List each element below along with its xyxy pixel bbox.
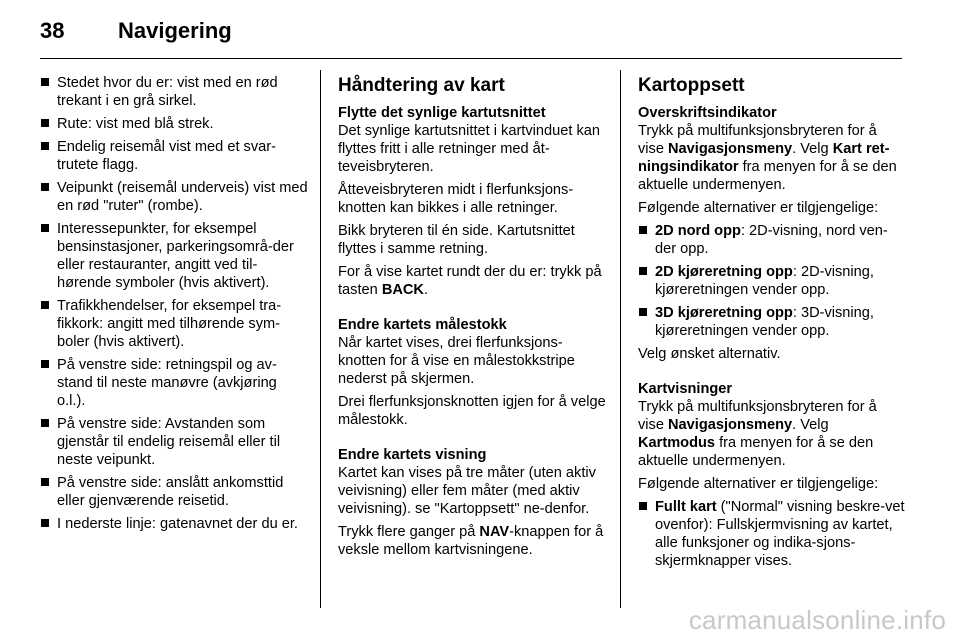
bullet-square-icon — [41, 224, 49, 232]
list-item: Stedet hvor du er: vist med en rød trekant i en grå sirkel. — [40, 74, 308, 110]
list-item: I nederste linje: gatenavnet der du er. — [40, 515, 308, 533]
paragraph: Det synlige kartutsnittet i kartvinduet kan flyttes fritt i alle retninger med åt-teveisbryteren. — [338, 123, 601, 175]
list-item: På venstre side: retningspil og av-stand til neste manøvre (avkjøring o.l.). — [40, 356, 308, 410]
column-divider-2 — [620, 70, 621, 608]
subheading-heading-indicator: Overskriftsindikator — [638, 105, 777, 121]
symbol-list — [40, 74, 308, 533]
watermark: carmanualsonline.info — [688, 605, 946, 635]
subheading-map-view: Endre kartets visning — [338, 447, 487, 463]
paragraph: Følgende alternativer er tilgjengelige: — [638, 476, 879, 492]
section-heading-map-handling: Håndtering av kart — [338, 75, 505, 96]
list-item: På venstre side: Avstanden som gjenstår til endelig reisemål eller til neste veipunkt. — [40, 415, 308, 469]
bullet-square-icon — [41, 519, 49, 527]
header-divider — [40, 58, 902, 59]
bullet-square-icon — [41, 419, 49, 427]
bullet-square-icon — [41, 478, 49, 486]
list-item: På venstre side: anslått ankomsttid eller gjenværende reisetid. — [40, 474, 308, 510]
list-item: Rute: vist med blå strek. — [40, 115, 308, 133]
list-item: Veipunkt (reisemål underveis) vist med en rød "ruter" (rombe). — [40, 179, 308, 215]
list-item: Endelig reisemål vist med et svar-trutete flagg. — [40, 138, 308, 174]
bullet-square-icon — [41, 119, 49, 127]
bullet-square-icon — [41, 183, 49, 191]
paragraph: Drei flerfunksjonsknotten igjen for å velge målestokk. — [338, 394, 606, 428]
nav-key-label: NAV — [479, 524, 510, 540]
paragraph: Åtteveisbryteren midt i flerfunksjons-knotten kan bikkes i alle retninger. — [338, 182, 574, 216]
paragraph: Trykk flere ganger på NAV-knappen for å veksle mellom kartvisningene. — [338, 524, 604, 558]
option-list — [638, 498, 906, 570]
page-number: 38 — [40, 18, 65, 43]
bullet-square-icon — [41, 142, 49, 150]
subheading-map-scale: Endre kartets målestokk — [338, 317, 507, 333]
bullet-square-icon — [639, 502, 647, 510]
subheading-move-map: Flytte det synlige kartutsnittet — [338, 105, 546, 121]
paragraph: Trykk på multifunksjonsbryteren for å vise Navigasjonsmeny. Velg Kartmodus fra menyen for å se den aktuelle undermenyen. — [638, 399, 877, 469]
list-item: Fullt kart ("Normal" visning beskre-vet ovenfor): Fullskjermvisning av kartet, alle funksjoner og indika-sjons-skjermknapper vises. — [638, 498, 906, 570]
list-item: Trafikkhendelser, for eksempel tra-fikkork: angitt med tilhørende sym-boler (hvis aktivert). — [40, 297, 308, 351]
bullet-square-icon — [639, 226, 647, 234]
paragraph: Følgende alternativer er tilgjengelige: — [638, 200, 879, 216]
bullet-square-icon — [639, 267, 647, 275]
bullet-square-icon — [41, 78, 49, 86]
bullet-square-icon — [639, 308, 647, 316]
list-item: 3D kjøreretning opp: 3D-visning, kjøreretningen vender opp. — [638, 304, 906, 340]
column-2 — [338, 74, 606, 564]
bullet-square-icon — [41, 301, 49, 309]
page-header — [40, 18, 232, 48]
option-list — [638, 222, 906, 340]
paragraph: Når kartet vises, drei flerfunksjons-knotten for å vise en målestokkstripe nederst på skjermen. — [338, 335, 575, 387]
paragraph: Kartet kan vises på tre måter (uten aktiv veivisning) eller fem måter (med aktiv veivisning). se "Kartoppsett" ne-denfor. — [338, 465, 596, 517]
paragraph: Bikk bryteren til én side. Kartutsnittet flyttes i samme retning. — [338, 223, 575, 257]
list-item: Interessepunkter, for eksempel bensinstasjoner, parkeringsområ-der eller restauranter, angitt ved til-hørende symboler (hvis aktivert). — [40, 220, 308, 292]
section-heading-map-setup: Kartoppsett — [638, 75, 745, 96]
page-title: Navigering — [118, 18, 232, 43]
paragraph: For å vise kartet rundt der du er: trykk på tasten BACK. — [338, 264, 602, 298]
back-key-label: BACK — [381, 282, 424, 298]
column-divider-1 — [320, 70, 321, 608]
bullet-square-icon — [41, 360, 49, 368]
column-1 — [40, 74, 308, 538]
list-item: 2D kjøreretning opp: 2D-visning, kjøreretningen vender opp. — [638, 263, 906, 299]
paragraph: Trykk på multifunksjonsbryteren for å vise Navigasjonsmeny. Velg Kart ret-ningsindikator fra menyen for å se den aktuelle undermenyen. — [638, 123, 897, 193]
list-item: 2D nord opp: 2D-visning, nord ven-der opp. — [638, 222, 906, 258]
paragraph: Velg ønsket alternativ. — [638, 346, 781, 362]
column-3 — [638, 74, 906, 575]
subheading-map-views: Kartvisninger — [638, 381, 733, 397]
